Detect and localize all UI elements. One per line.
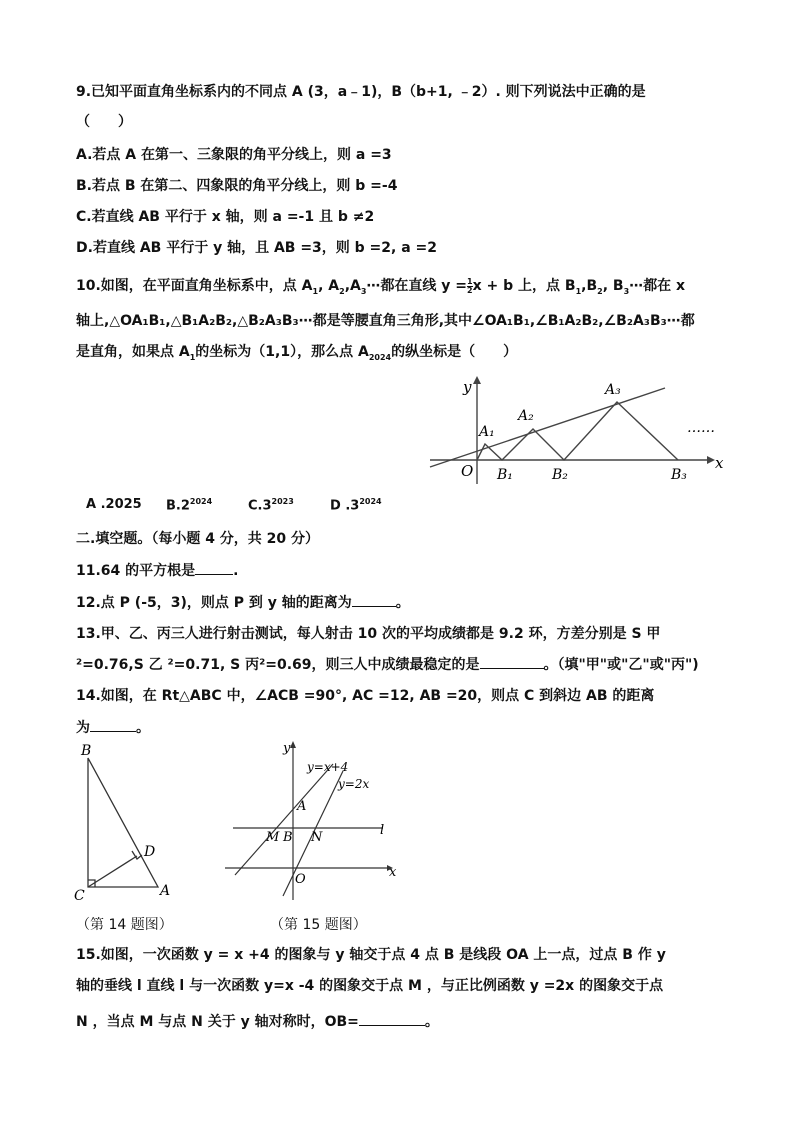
- q10-label-b1: B₁: [497, 467, 513, 483]
- q10-y-label: y: [463, 378, 472, 396]
- q15-label-b: B: [283, 830, 293, 845]
- q10-line1: 10.如图，在平面直角坐标系中，点 $A_1$, $A_2,A_3\cdots$都在直线 y = $\frac{1}{2}$ x + b 上，点 $B_1,B_2$, $B_3\cdots$都在 x: [76, 276, 686, 296]
- q14-label-d: D: [144, 844, 156, 860]
- q15-y-label: y: [283, 741, 291, 756]
- q10-label-a1: A₁: [479, 424, 495, 440]
- q12-blank: [352, 592, 396, 607]
- q14-figure-caption: （第 14 题图）: [76, 917, 173, 933]
- q15-x-label: x: [389, 865, 397, 880]
- q15-blank: [359, 1011, 425, 1026]
- q15-label-line2: y=2x: [338, 777, 370, 791]
- q9-paren: （ ）: [76, 114, 132, 130]
- q15-y-arrow-icon: [290, 741, 296, 748]
- q10-figure: [425, 372, 725, 487]
- q9-option-a: A.若点 A 在第一、三象限的角平分线上，则 a =3: [76, 147, 392, 163]
- q10-option-c: $C.3^{2023}$: [248, 497, 294, 514]
- q15-line3: N ，当点 M 与点 N 关于 y 轴对称时，OB= 。: [76, 1011, 439, 1032]
- q13-blank: [480, 654, 544, 669]
- q9-option-b: B.若点 B 在第二、四象限的角平分线上，则 b =-4: [76, 178, 398, 194]
- q11-blank: [195, 560, 233, 575]
- q13-line1: 13.甲、乙、丙三人进行射击测试，每人射击 10 次的平均成绩都是 9.2 环，方差分别是 S 甲: [76, 626, 661, 642]
- q10-label-a2: A₂: [518, 408, 534, 424]
- fraction-one-half: $\frac{1}{2}$: [467, 276, 473, 295]
- q11: 11.64 的平方根是 .: [76, 560, 239, 581]
- q10-line3: 是直角，如果点 $A_1$的坐标为（1,1），那么点 $A_{2024}$的纵坐标是（ ）: [76, 344, 518, 362]
- q9-option-d: D.若直线 AB 平行于 y 轴，且 AB =3，则 b =2, a =2: [76, 240, 438, 256]
- q10-option-b: $B.2^{2024}$: [166, 497, 213, 514]
- q10-option-d: D $.3^{2024}$: [330, 497, 382, 514]
- q14-line2: 为 。: [76, 717, 150, 738]
- q10-line2: 轴上,△OA₁B₁,△B₁A₂B₂,△B₂A₃B₃⋯都是等腰直角三角形,其中∠OA₁B₁,∠B₁A₂B₂,∠B₂A₃B₃⋯都: [76, 313, 695, 329]
- q15-label-line1: y=x+4: [307, 760, 349, 774]
- q10-ellipsis: ……: [687, 420, 715, 436]
- q14-figure: [70, 738, 190, 903]
- q10-x-arrow-icon: [707, 456, 715, 464]
- q10-label-b3: B₃: [671, 467, 687, 483]
- q14-line1: 14.如图，在 Rt△ABC 中，∠ACB =90°, AC =12, AB =20，则点 C 到斜边 AB 的距离: [76, 688, 655, 704]
- q14-label-a: A: [160, 883, 171, 899]
- q10-y-arrow-icon: [473, 376, 481, 384]
- q14-blank: [90, 717, 136, 732]
- q15-line-y-x-plus-4: [235, 764, 333, 875]
- q10-label-b2: B₂: [552, 467, 568, 483]
- q14-label-b: B: [81, 743, 92, 759]
- q10-triangles: [477, 402, 678, 460]
- q10-option-a: A .2025: [86, 497, 142, 512]
- section-fill-in-blank-heading: 二.填空题。（每小题 4 分，共 20 分）: [76, 531, 320, 547]
- q15-line1: 15.如图，一次函数 y = x +4 的图象与 y 轴交于点 4 点 B 是线段 OA 上一点，过点 B 作 y: [76, 947, 666, 963]
- q9-option-c: C.若直线 AB 平行于 x 轴，则 a =-1 且 b ≠2: [76, 209, 375, 225]
- q14-triangle: [88, 758, 158, 887]
- q14-label-c: C: [74, 888, 85, 903]
- q15-label-a: A: [297, 799, 307, 814]
- q15-label-n: N: [311, 830, 323, 845]
- q15-origin-label: O: [295, 872, 306, 887]
- q13-line2: ²=0.76,S 乙 ²=0.71, S 丙²=0.69，则三人中成绩最稳定的是 。（填"甲"或"乙"或"丙"): [76, 654, 699, 675]
- q10-origin-label: O: [461, 462, 474, 480]
- q9-stem: 9.已知平面直角坐标系内的不同点 A (3，a﹣1)，B（b+1, ﹣2）. 则下列说法中正确的是: [76, 84, 646, 100]
- q10-x-label: x: [715, 454, 724, 472]
- q15-figure: [225, 738, 405, 903]
- q10-line-y-half-x-b: [430, 388, 665, 467]
- q15-line2: 轴的垂线 l 直线 l 与一次函数 y=x -4 的图象交于点 M ，与正比例函数 y =2x 的图象交于点: [76, 978, 664, 994]
- q10-label-a3: A₃: [605, 382, 621, 398]
- q15-label-l: l: [380, 823, 385, 838]
- q15-label-m: M: [266, 830, 280, 845]
- q12: 12.点 P (-5，3)，则点 P 到 y 轴的距离为 。: [76, 592, 410, 613]
- q15-figure-caption: （第 15 题图）: [270, 917, 367, 933]
